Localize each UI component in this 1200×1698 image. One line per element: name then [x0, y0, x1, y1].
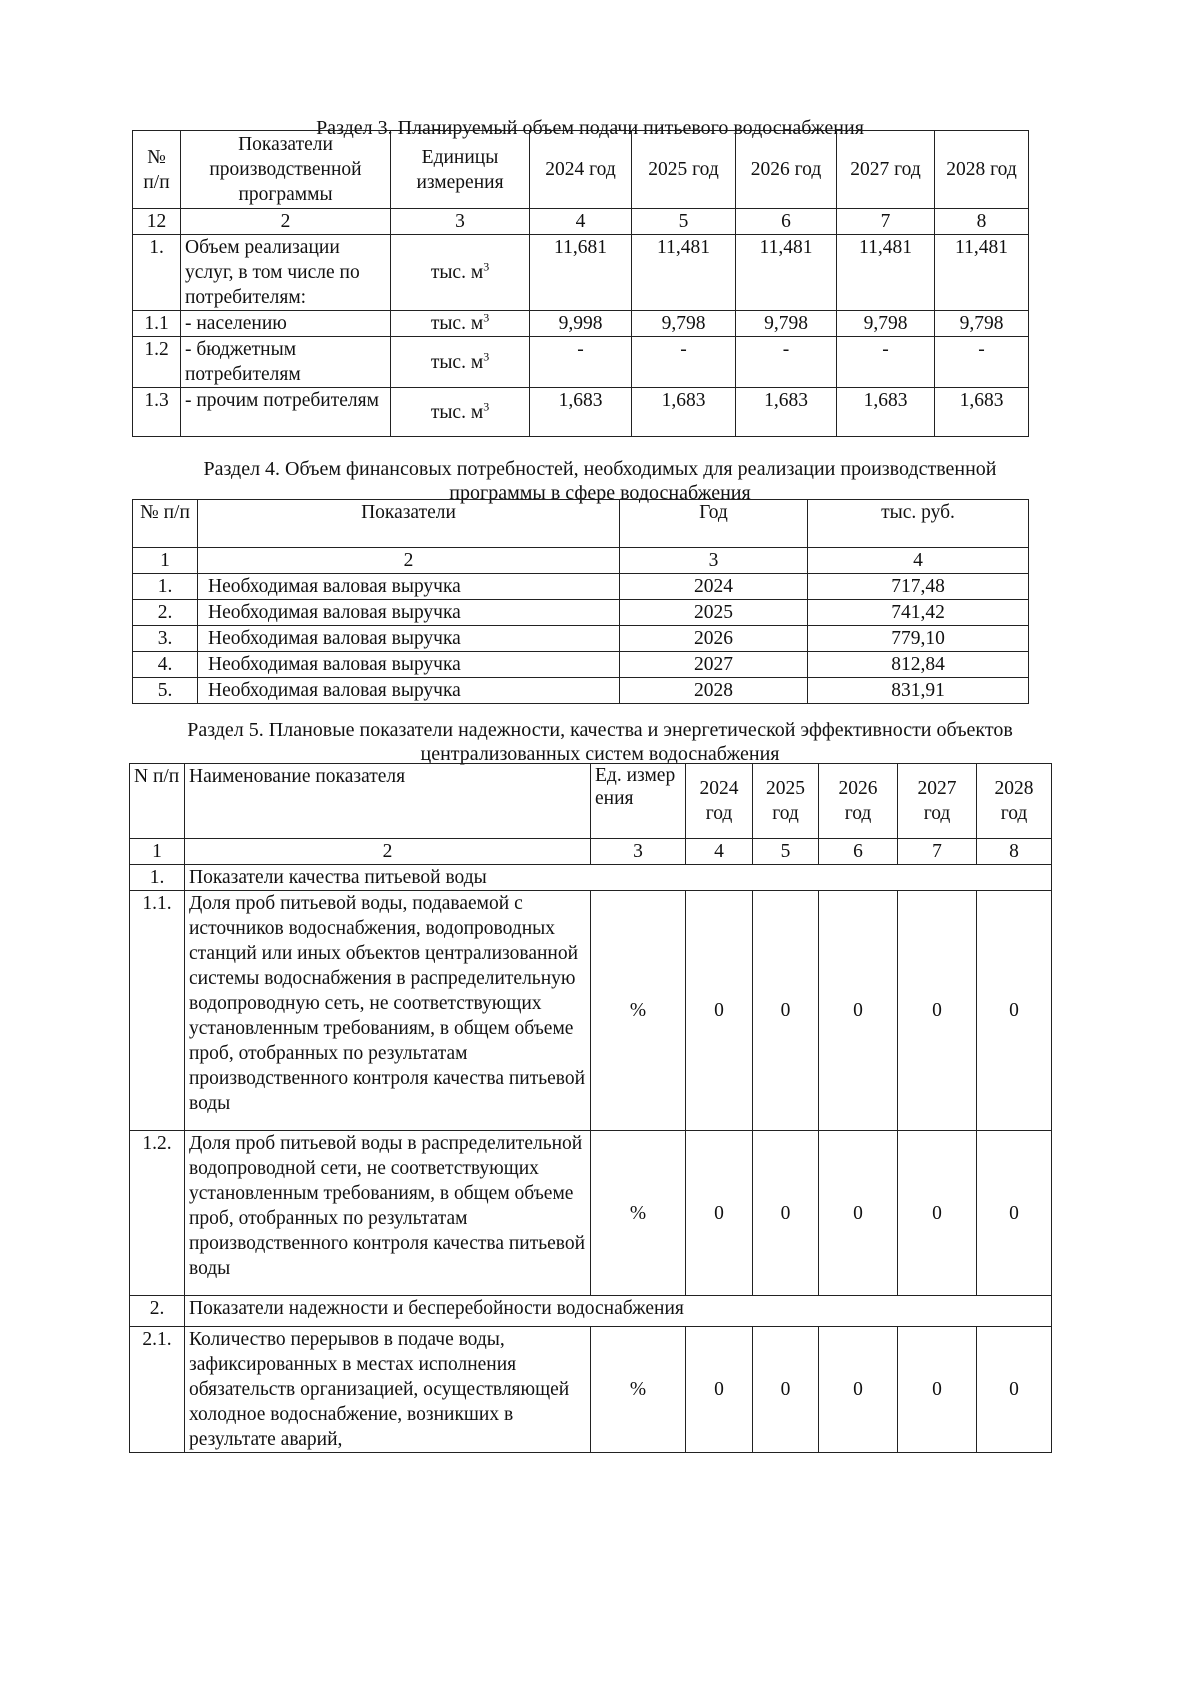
s5-colnum: 8 [977, 839, 1052, 865]
section5-numbers-row [130, 839, 1052, 865]
s3-header-year: 2027 год [837, 131, 935, 209]
s3-colnum: 4 [530, 209, 632, 235]
row-value: 11,481 [837, 235, 935, 311]
section3-header-row [133, 131, 1029, 209]
s3-colnum: 7 [837, 209, 935, 235]
s5-colnum: 5 [753, 839, 819, 865]
row-indicator: - прочим потребителям [181, 388, 391, 437]
s3-colnum: 2 [181, 209, 391, 235]
row-num: 1.1 [133, 311, 181, 337]
s3-colnum: 5 [632, 209, 736, 235]
s5-header-year: 2026 год [819, 764, 898, 839]
row-indicator: Необходимая валовая выручка [198, 574, 620, 600]
unit-exponent: 3 [483, 399, 490, 413]
s3-header-num: № п/п [133, 131, 181, 209]
section4-title [120, 457, 1080, 505]
s3-colnum: 6 [736, 209, 837, 235]
s3-header-year: 2026 год [736, 131, 837, 209]
row-value: - [632, 337, 736, 388]
row-year: 2027 [620, 652, 808, 678]
s5-header-unit: Ед. измерения [591, 764, 686, 839]
row-value: 717,48 [808, 574, 1029, 600]
section3-numbers-row [133, 209, 1029, 235]
section4-header-row [133, 500, 1029, 548]
row-value: 0 [686, 891, 753, 1131]
row-value: 0 [977, 891, 1052, 1131]
row-indicator: Объем реализации услуг, в том числе по потребителям: [181, 235, 391, 311]
s5-header-year: 2027 год [898, 764, 977, 839]
row-value: 0 [977, 1131, 1052, 1296]
row-num: 1. [133, 574, 198, 600]
row-value: 812,84 [808, 652, 1029, 678]
section4-table [132, 499, 1029, 704]
s5-colnum: 1 [130, 839, 185, 865]
section4-numbers-row [133, 548, 1029, 574]
table-row [130, 1131, 1052, 1296]
s4-colnum: 2 [198, 548, 620, 574]
row-value: 0 [753, 1327, 819, 1453]
row-value: 0 [753, 1131, 819, 1296]
s5-colnum: 4 [686, 839, 753, 865]
row-num: 3. [133, 626, 198, 652]
row-value: - [837, 337, 935, 388]
table-row [133, 311, 1029, 337]
table-row [133, 388, 1029, 437]
row-num: 1. [133, 235, 181, 311]
row-value: 9,998 [530, 311, 632, 337]
s3-header-year: 2028 год [935, 131, 1029, 209]
table-row [133, 626, 1029, 652]
row-value: 779,10 [808, 626, 1029, 652]
row-num: 2. [133, 600, 198, 626]
section5-header-row [130, 764, 1052, 839]
s4-header-year: Год [620, 500, 808, 548]
row-indicator: Доля проб питьевой воды в распределительной водопроводной сети, не соответствующих установленным требованиям, в общем объеме проб, отобранных по результатам производственного контроля качества питьевой воды [185, 1131, 591, 1296]
s5-header-year: 2024 год [686, 764, 753, 839]
row-num: 1. [130, 865, 185, 891]
row-value: 831,91 [808, 678, 1029, 704]
row-indicator: Необходимая валовая выручка [198, 678, 620, 704]
s3-colnum: 3 [391, 209, 530, 235]
table-row [133, 600, 1029, 626]
section5-title-line2: централизованных систем водоснабжения [420, 743, 780, 765]
row-value: 0 [686, 1327, 753, 1453]
section3-table [132, 130, 1029, 437]
row-indicator: - бюджетным потребителям [181, 337, 391, 388]
row-value: 11,681 [530, 235, 632, 311]
s3-colnum: 8 [935, 209, 1029, 235]
s4-header-indicator: Показатели [198, 500, 620, 548]
s5-header-num: N п/п [130, 764, 185, 839]
row-value: 0 [819, 891, 898, 1131]
table-row [130, 1327, 1052, 1453]
row-num: 1.2 [133, 337, 181, 388]
s4-colnum: 4 [808, 548, 1029, 574]
row-value: 11,481 [736, 235, 837, 311]
row-num: 2.1. [130, 1327, 185, 1453]
unit-text: тыс. м [430, 262, 484, 283]
group-row-quality [130, 865, 1052, 891]
unit-text: тыс. м [430, 401, 484, 423]
row-unit [391, 337, 530, 388]
table-row [133, 235, 1029, 311]
row-indicator: Необходимая валовая выручка [198, 652, 620, 678]
row-value: 9,798 [837, 311, 935, 337]
s5-header-year: 2025 год [753, 764, 819, 839]
section5-title-line1: Раздел 5. Плановые показатели надежности, качества и энергетической эффективности объектов [187, 719, 1013, 741]
row-value: 0 [753, 891, 819, 1131]
row-indicator: Необходимая валовая выручка [198, 600, 620, 626]
row-value: 0 [898, 891, 977, 1131]
section3-title: Раздел 3. Планируемый объем подачи питьевого водоснабжения [316, 117, 864, 139]
row-year: 2028 [620, 678, 808, 704]
section5-table [129, 763, 1052, 1453]
unit-text: тыс. м [430, 351, 484, 373]
row-num: 5. [133, 678, 198, 704]
s5-colnum: 3 [591, 839, 686, 865]
unit-text: тыс. м [430, 313, 484, 334]
s3-colnum: 12 [133, 209, 181, 235]
row-num: 4. [133, 652, 198, 678]
s3-header-indicator: Показатели производственной программы [181, 131, 391, 209]
s3-header-year: 2024 год [530, 131, 632, 209]
row-indicator: Необходимая валовая выручка [198, 626, 620, 652]
row-num: 1.2. [130, 1131, 185, 1296]
row-unit [391, 311, 530, 337]
s3-header-unit: Единицы измерения [391, 131, 530, 209]
row-year: 2026 [620, 626, 808, 652]
section4-title-line2: программы в сфере водоснабжения [449, 482, 751, 504]
row-value: 0 [977, 1327, 1052, 1453]
row-unit: % [591, 1327, 686, 1453]
s5-colnum: 6 [819, 839, 898, 865]
row-value: 1,683 [530, 388, 632, 437]
unit-exponent: 3 [483, 310, 490, 325]
table-row [133, 574, 1029, 600]
row-value: 0 [819, 1131, 898, 1296]
section4-title-line1: Раздел 4. Объем финансовых потребностей, необходимых для реализации производственной [203, 458, 997, 480]
row-value: 0 [898, 1327, 977, 1453]
group-row-reliability [130, 1296, 1052, 1327]
row-indicator: - населению [181, 311, 391, 337]
row-value: - [530, 337, 632, 388]
row-num: 1.1. [130, 891, 185, 1131]
row-indicator: Количество перерывов в подаче воды, зафиксированных в местах исполнения обязательств организацией, осуществляющей холодное водоснабжение, возникших в результате аварий, [185, 1327, 591, 1453]
group-title: Показатели качества питьевой воды [185, 865, 1052, 891]
row-unit [391, 388, 530, 437]
row-value: 0 [819, 1327, 898, 1453]
row-num: 2. [130, 1296, 185, 1327]
s3-header-year: 2025 год [632, 131, 736, 209]
row-value: 9,798 [632, 311, 736, 337]
row-value: 1,683 [935, 388, 1029, 437]
row-value: 1,683 [837, 388, 935, 437]
row-year: 2024 [620, 574, 808, 600]
row-value: 1,683 [632, 388, 736, 437]
unit-exponent: 3 [483, 349, 490, 363]
group-title: Показатели надежности и бесперебойности водоснабжения [185, 1296, 1052, 1327]
table-row [133, 652, 1029, 678]
row-value: 741,42 [808, 600, 1029, 626]
table-row [133, 337, 1029, 388]
row-value: 9,798 [935, 311, 1029, 337]
s4-header-num: № п/п [133, 500, 198, 548]
row-value: - [736, 337, 837, 388]
row-value: 0 [686, 1131, 753, 1296]
row-value: 11,481 [632, 235, 736, 311]
row-value: 9,798 [736, 311, 837, 337]
row-year: 2025 [620, 600, 808, 626]
s5-colnum: 7 [898, 839, 977, 865]
section5-title [110, 718, 1090, 766]
s5-colnum: 2 [185, 839, 591, 865]
row-num: 1.3 [133, 388, 181, 437]
row-value: 0 [898, 1131, 977, 1296]
s4-colnum: 1 [133, 548, 198, 574]
row-unit [391, 235, 530, 311]
table-row [130, 891, 1052, 1131]
row-value: 1,683 [736, 388, 837, 437]
s4-colnum: 3 [620, 548, 808, 574]
row-value: 11,481 [935, 235, 1029, 311]
s4-header-value: тыс. руб. [808, 500, 1029, 548]
row-indicator: Доля проб питьевой воды, подаваемой с источников водоснабжения, водопроводных станций или иных объектов централизованной системы водоснабжения в распределительную водопроводную сеть, не соответствующих установленным требованиям, в общем объеме проб, отобранных по результатам производственного контроля качества питьевой воды [185, 891, 591, 1131]
row-unit: % [591, 891, 686, 1131]
unit-exponent: 3 [483, 259, 490, 274]
s5-header-indicator: Наименование показателя [185, 764, 591, 839]
table-row [133, 678, 1029, 704]
s5-header-year: 2028 год [977, 764, 1052, 839]
row-value: - [935, 337, 1029, 388]
row-unit: % [591, 1131, 686, 1296]
